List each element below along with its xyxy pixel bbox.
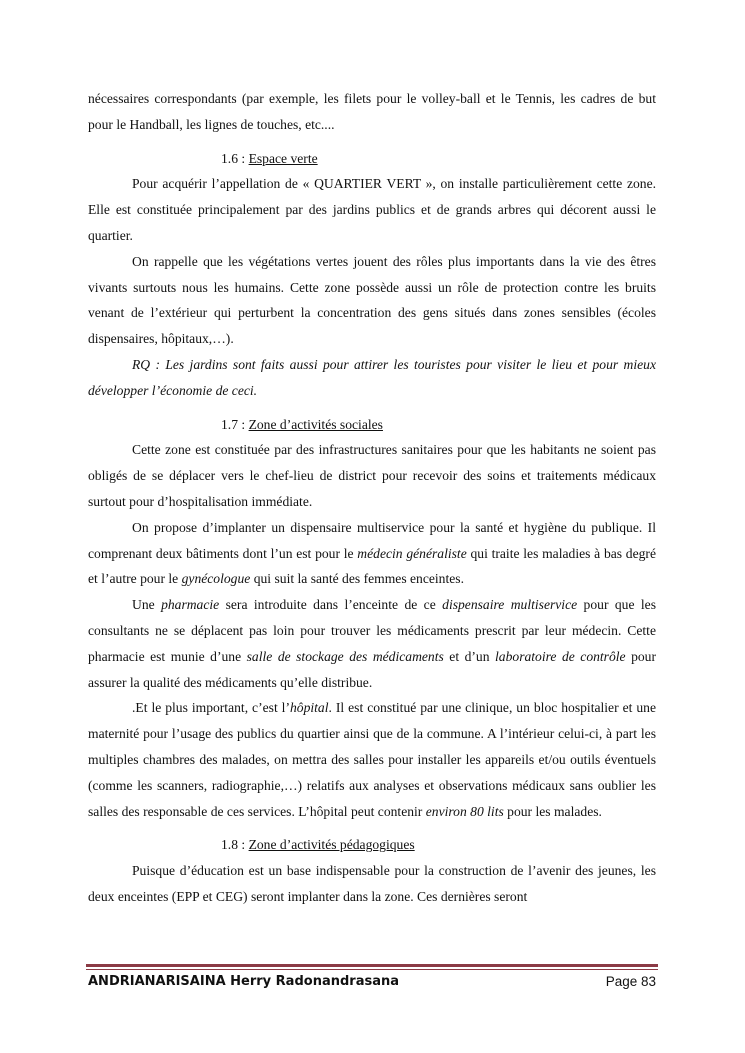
text-run: pour les malades. <box>503 803 602 819</box>
heading-number: 1.7 : <box>221 416 249 432</box>
paragraph-continuation: nécessaires correspondants (par exemple, les filets pour le volley-ball et le Tennis, les cadres de but pour le Handball, les lignes de touches, etc.... <box>88 91 656 132</box>
heading-number: 1.6 : <box>221 150 249 166</box>
text-run: Une <box>132 597 162 613</box>
text-run: qui traite les maladies à bas degré et l’autre pour le <box>88 545 656 587</box>
emphasis-run: gynécologue <box>181 571 251 587</box>
paragraph-pharmacie <box>88 592 656 695</box>
emphasis-run: pharmacie <box>161 597 220 613</box>
text-run: qui suit la santé des femmes enceintes. <box>250 571 464 587</box>
emphasis-run: médecin généraliste <box>357 545 467 561</box>
text-run: sera introduite dans l’enceinte de ce <box>219 597 443 613</box>
text-run: . Il est constitué par une clinique, un bloc hospitalier et une maternité pour l’usage des publics du quartier ainsi que de la commune. A l’intérieur celui-ci, à part les multiples chambres des malades, on mettra des salles pour installer les appareils et/ou outils éventuels (comme les scanners, radiographie,…) relatifs aux analyses et observations médicaux sans oublier les salles des responsable de ces services. L’hôpital peut contenir <box>88 700 656 819</box>
footer-author: ANDRIANARISAINA Herry Radonandrasana <box>88 974 400 989</box>
paragraph-hopital <box>88 695 656 824</box>
paragraph-quartier-vert: Pour acquérir l’appellation de « QUARTIER VERT », on installe particulièrement cette zone. Elle est constituée principalement par des jardins publics et de grands arbres qui décorent aussi le quartier. <box>88 176 656 243</box>
remark-text: RQ : Les jardins sont faits aussi pour attirer les touristes pour visiter le lieu et pour mieux développer l’économie de ceci. <box>88 356 656 398</box>
document-body <box>88 86 656 910</box>
text-run: .Et le plus important, c’est l’ <box>132 700 290 716</box>
section-heading-1-7 <box>88 412 656 438</box>
paragraph-dispensaire <box>88 515 656 592</box>
emphasis-run: environ 80 lits <box>425 803 504 819</box>
emphasis-run: dispensaire multiservice <box>442 597 578 613</box>
heading-title: Espace verte <box>248 150 318 166</box>
heading-number: 1.8 : <box>221 837 249 853</box>
text-run: pour que les consultants ne se déplacent pas loin pour trouver les médicaments prescrit par leur médecin. Cette pharmacie est munie d’une <box>88 597 657 664</box>
heading-title: Zone d’activités sociales <box>248 416 383 432</box>
heading-title: Zone d’activités pédagogiques <box>248 837 415 853</box>
paragraph-vegetation: On rappelle que les végétations vertes jouent des rôles plus importants dans la vie des êtres vivants surtouts nous les humains. Cette zone possède aussi un rôle de protection contre les bruits venant de l’extérieur qui perturbent la concentration des gens situés dans zones sensibles (écoles dispensaires, hôpitaux,…). <box>88 253 656 347</box>
paragraph-education: Puisque d’éducation est un base indispensable pour la construction de l’avenir des jeunes, les deux enceintes (EPP et CEG) seront implanter dans la zone. Ces dernières seront <box>88 863 656 904</box>
paragraph-infrastructures: Cette zone est constituée par des infrastructures sanitaires pour que les habitants ne soient pas obligés de se déplacer vers le chef-lieu de district pour recevoir des soins et traitements médicaux surtout pour d’hospitalisation immédiate. <box>88 442 656 509</box>
remark-paragraph <box>88 352 656 404</box>
section-heading-1-6 <box>88 146 656 172</box>
footer-rule <box>86 964 658 970</box>
text-run: On propose d’implanter un dispensaire multiservice pour la santé et hygiène du publique. Il comprenant deux bâtiments dont l’un est pour le <box>88 519 656 561</box>
emphasis-run: salle de stockage des médicaments <box>246 648 444 664</box>
emphasis-run: hôpital <box>289 700 329 716</box>
text-run: pour assurer la qualité des médicaments qu’elle distribue. <box>88 648 657 690</box>
section-heading-1-8 <box>88 832 656 858</box>
footer-page-number: Page 83 <box>605 974 656 989</box>
text-run: et d’un <box>443 648 496 664</box>
emphasis-run: laboratoire de contrôle <box>495 648 626 664</box>
